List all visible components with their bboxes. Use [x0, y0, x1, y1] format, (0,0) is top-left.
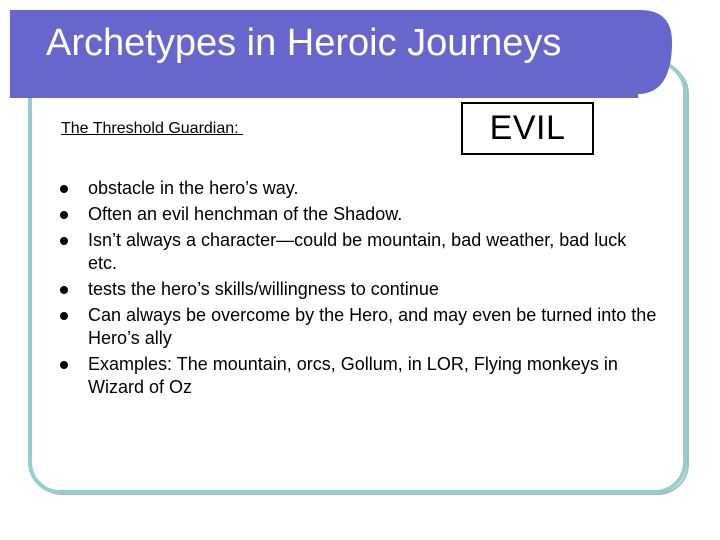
title-underline	[10, 94, 638, 98]
list-item-text: Examples: The mountain, orcs, Gollum, in LOR, Flying monkeys in Wizard of Oz	[88, 354, 618, 397]
list-item	[60, 177, 660, 200]
bullet-icon	[60, 237, 68, 245]
evil-tag-box	[461, 102, 594, 155]
section-heading: The Threshold Guardian:	[61, 120, 244, 137]
list-item-text: obstacle in the hero’s way.	[88, 178, 299, 198]
bullet-icon	[60, 361, 68, 369]
list-item-text: Can always be overcome by the Hero, and may even be turned into the Hero’s ally	[88, 305, 657, 348]
list-item	[60, 278, 660, 301]
list-item-text: Often an evil henchman of the Shadow.	[88, 204, 403, 224]
list-item	[60, 203, 660, 226]
list-item	[60, 229, 660, 275]
list-item	[60, 353, 660, 399]
bullet-list	[60, 177, 660, 402]
bullet-icon	[60, 286, 68, 294]
evil-tag: EVIL	[489, 109, 566, 147]
bullet-icon	[60, 185, 68, 193]
bullet-icon	[60, 211, 68, 219]
bullet-icon	[60, 312, 68, 320]
list-item-text: tests the hero’s skills/willingness to continue	[88, 279, 439, 299]
list-item	[60, 304, 660, 350]
slide-title: Archetypes in Heroic Journeys	[46, 22, 562, 64]
list-item-text: Isn’t always a character—could be mountain, bad weather, bad luck etc.	[88, 230, 627, 273]
